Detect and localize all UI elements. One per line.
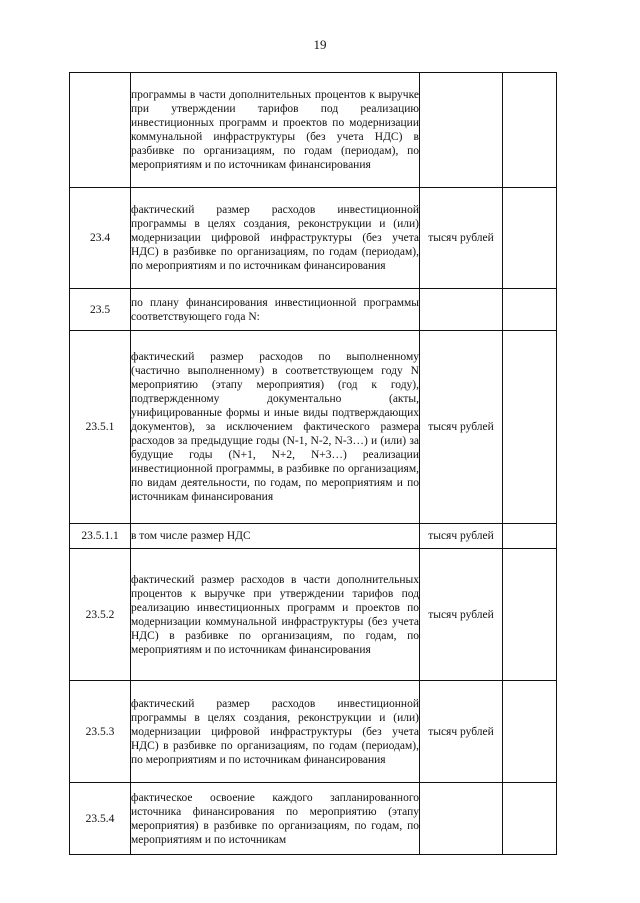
row-unit: тысяч рублей bbox=[420, 524, 503, 549]
row-unit: тысяч рублей bbox=[420, 188, 503, 289]
row-unit: тысяч рублей bbox=[420, 331, 503, 524]
row-unit bbox=[420, 783, 503, 855]
row-number: 23.5.1.1 bbox=[70, 524, 131, 549]
table-row bbox=[70, 783, 557, 855]
table-row bbox=[70, 524, 557, 549]
row-description: фактический размер расходов инвестиционной программы в целях создания, реконструкции и (или) модернизации цифровой инфраструктуры (без учета НДС) в разбивке по организациям, по годам (периодам), по мероприятиям и по источникам финансирования bbox=[131, 188, 420, 289]
row-unit: тысяч рублей bbox=[420, 681, 503, 783]
row-description: по плану финансирования инвестиционной программы соответствующего года N: bbox=[131, 289, 420, 331]
row-extra-cell bbox=[503, 289, 557, 331]
row-extra-cell bbox=[503, 73, 557, 188]
row-extra-cell bbox=[503, 681, 557, 783]
row-description: программы в части дополнительных процентов к выручке при утверждении тарифов под реализацию инвестиционных программ и проектов по модернизации коммунальной инфраструктуры (без учета НДС) в разбивке по организациям, по годам (периодам), по мероприятиям и по источникам финансирования bbox=[131, 73, 420, 188]
row-description: в том числе размер НДС bbox=[131, 524, 420, 549]
row-number: 23.5.4 bbox=[70, 783, 131, 855]
row-extra-cell bbox=[503, 549, 557, 681]
row-description: фактический размер расходов по выполненному (частично выполненному) в соответствующем году N мероприятию (этапу мероприятия) (год к году), подтвержденному документально (акты, унифицированные формы и иные виды подтверждающих документов), за исключением фактического размера расходов за предыдущие годы (N-1, N-2, N-3…) и (или) за будущие годы (N+1, N+2, N+3…) реализации инвестиционной программы, в разбивке по организациям, по видам деятельности, по годам, по мероприятиям и по источникам финансирования bbox=[131, 331, 420, 524]
page-number: 19 bbox=[313, 37, 327, 52]
table-row bbox=[70, 681, 557, 783]
table-row bbox=[70, 73, 557, 188]
row-number bbox=[70, 73, 131, 188]
row-unit bbox=[420, 289, 503, 331]
row-number: 23.5 bbox=[70, 289, 131, 331]
table-row bbox=[70, 331, 557, 524]
row-number: 23.5.2 bbox=[70, 549, 131, 681]
row-extra-cell bbox=[503, 524, 557, 549]
row-description: фактический размер расходов в части дополнительных процентов к выручке при утверждении тарифов под реализацию инвестиционных программ и проектов по модернизации коммунальной инфраструктуры (без учета НДС) в разбивке по организациям, по годам, по мероприятиям и по источникам финансирования bbox=[131, 549, 420, 681]
row-unit: тысяч рублей bbox=[420, 549, 503, 681]
row-extra-cell bbox=[503, 783, 557, 855]
table-row bbox=[70, 549, 557, 681]
row-unit bbox=[420, 73, 503, 188]
indicators-table bbox=[69, 72, 557, 855]
row-description: фактическое освоение каждого запланированного источника финансирования по мероприятию (этапу мероприятия) в разбивке по организациям, по годам, по мероприятиям и по источникам bbox=[131, 783, 420, 855]
table-row bbox=[70, 289, 557, 331]
table-row bbox=[70, 188, 557, 289]
row-extra-cell bbox=[503, 331, 557, 524]
row-number: 23.5.3 bbox=[70, 681, 131, 783]
row-number: 23.5.1 bbox=[70, 331, 131, 524]
row-extra-cell bbox=[503, 188, 557, 289]
row-number: 23.4 bbox=[70, 188, 131, 289]
row-description: фактический размер расходов инвестиционной программы в целях создания, реконструкции и (или) модернизации цифровой инфраструктуры (без учета НДС) в разбивке по организациям, по годам (периодам), по мероприятиям и по источникам финансирования bbox=[131, 681, 420, 783]
